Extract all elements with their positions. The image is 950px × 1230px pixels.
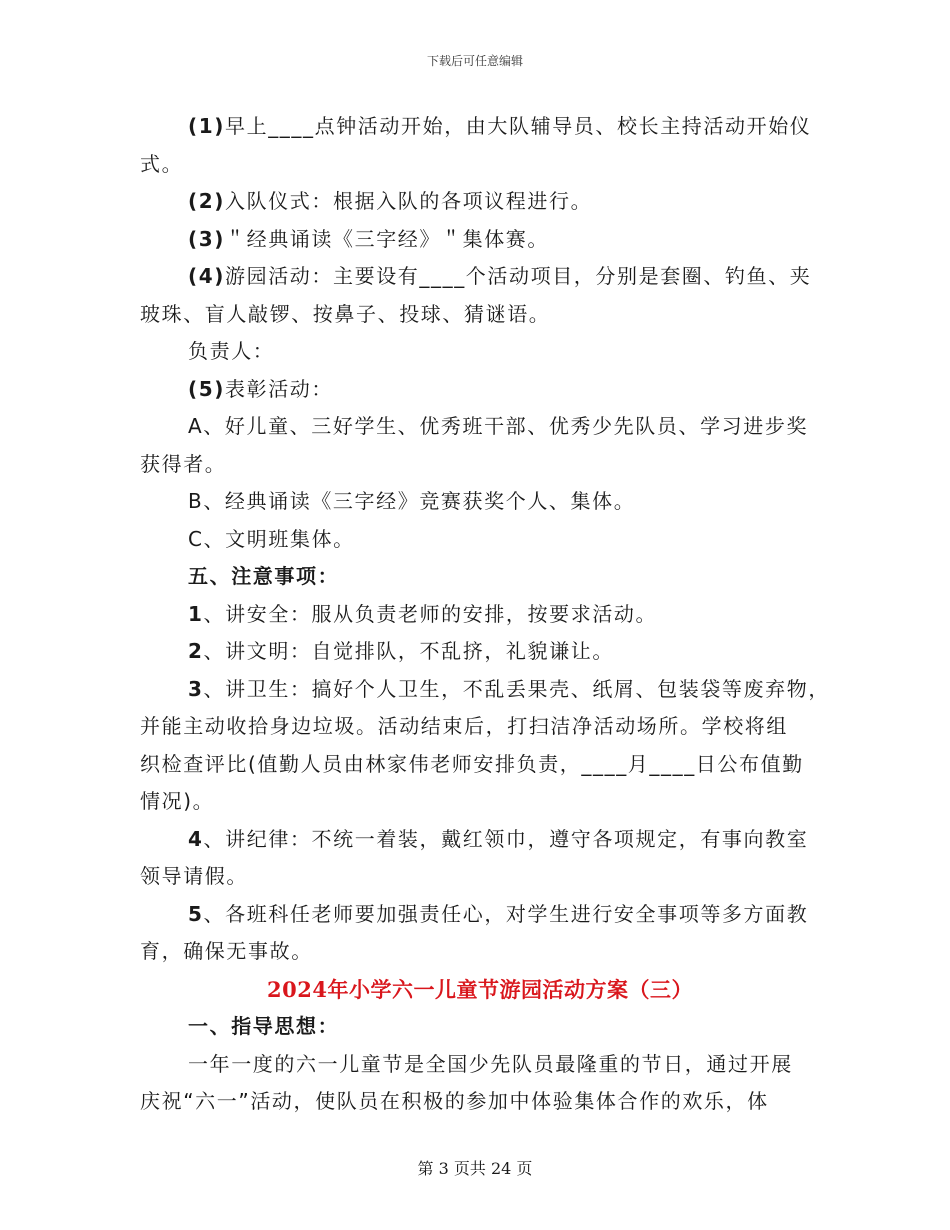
paragraph-line (0, 446, 950, 484)
line-text: 早上____点钟活动开始，由大队辅导员、校长主持活动开始仪 (225, 114, 812, 138)
paragraph-line (0, 371, 950, 409)
paragraph-line (0, 596, 950, 634)
paragraph-line (0, 483, 950, 521)
line-text: 领导请假。 (140, 864, 248, 888)
paragraph-line (0, 183, 950, 221)
paragraph (0, 633, 950, 671)
paragraph (0, 371, 950, 409)
paragraph-line (0, 783, 950, 821)
paragraph (0, 408, 950, 483)
paragraph (0, 333, 950, 371)
line-text: 游园活动：主要设有____个活动项目，分别是套圈、钓鱼、夹 (225, 264, 812, 288)
paragraph-line: 庆祝“六一”活动，使队员在积极的参加中体验集体合作的欢乐，体 (140, 1089, 769, 1113)
paragraph-line (0, 333, 950, 371)
item-number: (1) (188, 114, 225, 138)
line-text: 式。 (140, 151, 184, 176)
line-text: 、讲文明：自觉排队，不乱挤，礼貌谦让。 (203, 639, 614, 663)
line-text: 表彰活动： (225, 376, 333, 401)
paragraph-line (0, 146, 950, 184)
paragraph-line (0, 708, 950, 746)
line-text: 并能主动收拾身边垃圾。活动结束后，打扫洁净活动场所。学校将组 (140, 714, 788, 738)
line-text: 获得者。 (140, 451, 227, 476)
paragraph (0, 258, 950, 333)
item-number: 4 (188, 826, 204, 851)
item-number: 3 (188, 676, 204, 701)
paragraph-line (0, 258, 950, 296)
paragraph-line (0, 671, 950, 709)
document-body (0, 108, 950, 1121)
subheading-text: 一、指导思想： (188, 1014, 340, 1038)
paragraph-line: 一年一度的六一儿童节是全国少先队员最隆重的节日，通过开展 (188, 1051, 793, 1076)
item-number: 5 (188, 901, 204, 926)
item-number: (4) (188, 264, 225, 288)
paragraph-line (0, 108, 950, 146)
item-number: (5) (188, 376, 225, 401)
paragraph-line (0, 746, 950, 784)
paragraph-line (0, 633, 950, 671)
paragraph (0, 108, 950, 183)
paragraph-line (0, 896, 950, 934)
paragraph-line (0, 221, 950, 259)
paragraph (0, 896, 950, 971)
line-text: 入队仪式：根据入队的各项议程进行。 (225, 189, 593, 213)
paragraph (0, 821, 950, 896)
paragraph (0, 521, 950, 559)
subheading (0, 1008, 950, 1046)
paragraph-line (0, 558, 950, 596)
page-footer: 第 3 页共 24 页 (417, 1159, 533, 1178)
line-text: 、讲纪律：不统一着装，戴红领巾，遵守各项规定，有事向教室 (203, 826, 809, 851)
line-text: 玻珠、盲人敲锣、按鼻子、投球、猜谜语。 (140, 301, 551, 326)
paragraph (0, 221, 950, 259)
line-text: ＂经典诵读《三字经》＂集体赛。 (225, 226, 549, 251)
line-text: 、讲卫生：搞好个人卫生，不乱丢果壳、纸屑、包装袋等废弃物， (203, 676, 830, 701)
paragraph-line (0, 408, 950, 446)
line-text: 织检查评比(值勤人员由林家伟老师安排负责，____月____日公布值勤 (140, 751, 804, 776)
line-text: B、经典诵读《三字经》竞赛获奖个人、集体。 (188, 489, 636, 513)
paragraph-list (0, 108, 950, 971)
line-text: 负责人： (188, 339, 275, 363)
section-title: 2024年小学六一儿童节游园活动方案（三） (267, 976, 693, 1002)
item-number: (3) (188, 226, 225, 251)
paragraph (0, 671, 950, 821)
line-text: A、好儿童、三好学生、优秀班干部、优秀少先队员、学习进步奖 (188, 414, 809, 438)
paragraph (0, 596, 950, 634)
final-paragraph (0, 1046, 950, 1121)
paragraph-line (0, 296, 950, 334)
line-text: 情况)。 (140, 789, 215, 813)
page-header: 下载后可任意编辑 (426, 54, 523, 68)
line-text: 、各班科任老师要加强责任心，对学生进行安全事项等多方面教 (203, 901, 809, 926)
item-number: (2) (188, 189, 225, 213)
line-text: 育，确保无事故。 (140, 939, 313, 963)
paragraph-line (0, 858, 950, 896)
item-number: 2 (188, 639, 204, 663)
item-number: 1 (188, 601, 204, 626)
line-text: C、文明班集体。 (188, 526, 355, 551)
paragraph-line (0, 821, 950, 859)
line-text: 五、注意事项： (188, 564, 340, 588)
paragraph (0, 558, 950, 596)
paragraph-line (0, 933, 950, 971)
line-text: 、讲安全：服从负责老师的安排，按要求活动。 (203, 601, 658, 626)
paragraph (0, 183, 950, 221)
paragraph (0, 483, 950, 521)
paragraph-line (0, 521, 950, 559)
